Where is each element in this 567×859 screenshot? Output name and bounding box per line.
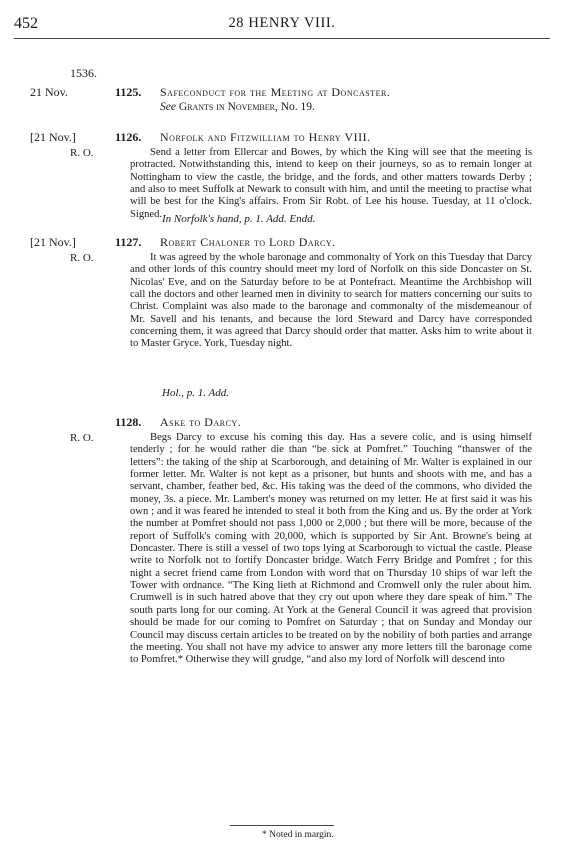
header-rule: [14, 38, 550, 39]
entry-number: 1128.: [115, 415, 142, 429]
entry-date: [21 Nov.]: [30, 130, 76, 144]
footnote: * Noted in margin.: [262, 830, 334, 840]
entry-body: It was agreed by the whole baronage and commonalty of York on this Tuesday that Darcy and other lords of this country should meet my lord of Norfolk on this side Doncaster on St. Nicolas' Eve, and on the Saturday before to be at Pontefract. Meantime the Archbishop will call the doctors and other learned men in divinity to search for matters concerning our suits to Christ. Complaint was also made to the baronage and commonalty of the misdemeanour of Mr. Savell and his tenants, and because the lord Steward and Darcy have corresponded concerning them, it was agreed that Darcy should order that matter. Asks him to write about it to Master Gryce. York, Tuesday night.: [130, 252, 532, 350]
footnote-rule: [230, 825, 334, 826]
entry-source: R. O.: [70, 252, 94, 264]
entry-title: Aske to Darcy.: [160, 415, 242, 429]
entry-number: 1127.: [115, 235, 142, 249]
entry-number: 1126.: [115, 130, 142, 144]
entry-number: 1125.: [115, 85, 142, 99]
entry-body: Begs Darcy to excuse his coming this day. Has a severe colic, and is using himself tenderly ; for he would rather die than “be sick at Pomfret.” Touching “thanswer of the letters”: the taking of the ship at Scarborough, and detaining of Mr. Walter is explained in our former letter. Mr. Walter is not kept as a prisoner, but hunts and shoots with me, and has a servant, chamber, feather bed, &c. His taking was the deed of the commons, who divided the money, 3s. a piece. Mr. Lambert's money was returned on my letter. He at first said it was his own ; and it was feared he intended to steal it both from the King and us. By the order at York the number at Pomfret should not pass 1,000 or 2,000 ; but there will be more, because of the report of Suffolk's coming with 20,000, which is supported by Sir Ant. Browne's being at Doncaster. There is still a vessel of two tops lying at Scarborough to victual the castle. Please write to Norfolk not to fortify Doncaster bridge. Watch Ferry Bridge and Pomfret ; for this night a secret friend came from London with word that on Thursday 10 ships of war left the Tower with ordnance. “The King lieth at Richmond and Cromwell only the ruler about him. Crumwell is in such hatred above that they cry out upon where they dare speak of him.” The south parts long for our coming. At York at the General Council it was agreed that provision should be made for our coming to Pomfret on Saturday ; that on Sunday and Monday our Council may discuss certain articles to be treated on by the nobility of both parties and arrange the meeting. You shall not have my advice to answer any more letters till the baronage come to Pomfret.* Otherwise they will grudge, “and also my lord of Norfolk will descend into: [130, 432, 532, 666]
entry-date: 21 Nov.: [30, 85, 68, 99]
page-header: [14, 15, 550, 35]
entry-source: R. O.: [70, 432, 94, 444]
see-reference: Grants in November: [178, 101, 275, 113]
entry-title: Robert Chaloner to Lord Darcy.: [160, 235, 336, 249]
see-prefix: See: [160, 101, 176, 113]
entry-cross-reference: [160, 101, 315, 113]
see-suffix: , No. 19.: [275, 101, 315, 113]
entry-body: Send a letter from Ellercar and Bowes, by which the King will see that the meeting is protracted. Notwithstanding this, intend to keep on their journeys, so as to remain longer at Nottingham to view the castle, the bridge, and the fords, and other matters towards Derby ; and also to meet Suffolk at Newark to consult with him, and until the meeting to practise what will be best for the King's affairs. From Sir Robt. of Lee his house. Tuesday, at 11 o'clock. Signed.: [130, 147, 532, 220]
year-marker: 1536.: [70, 66, 97, 80]
entry-date: [21 Nov.]: [30, 235, 76, 249]
entry-source: R. O.: [70, 147, 94, 159]
page-number: 452: [14, 15, 38, 32]
entry-note: Hol., p. 1. Add.: [162, 387, 230, 399]
entry-note: In Norfolk's hand, p. 1. Add. Endd.: [162, 213, 316, 225]
entry-title: Norfolk and Fitzwilliam to Henry VIII.: [160, 130, 371, 144]
entry-title: Safeconduct for the Meeting at Doncaster.: [160, 85, 391, 99]
running-title: 28 HENRY VIII.: [228, 15, 336, 31]
